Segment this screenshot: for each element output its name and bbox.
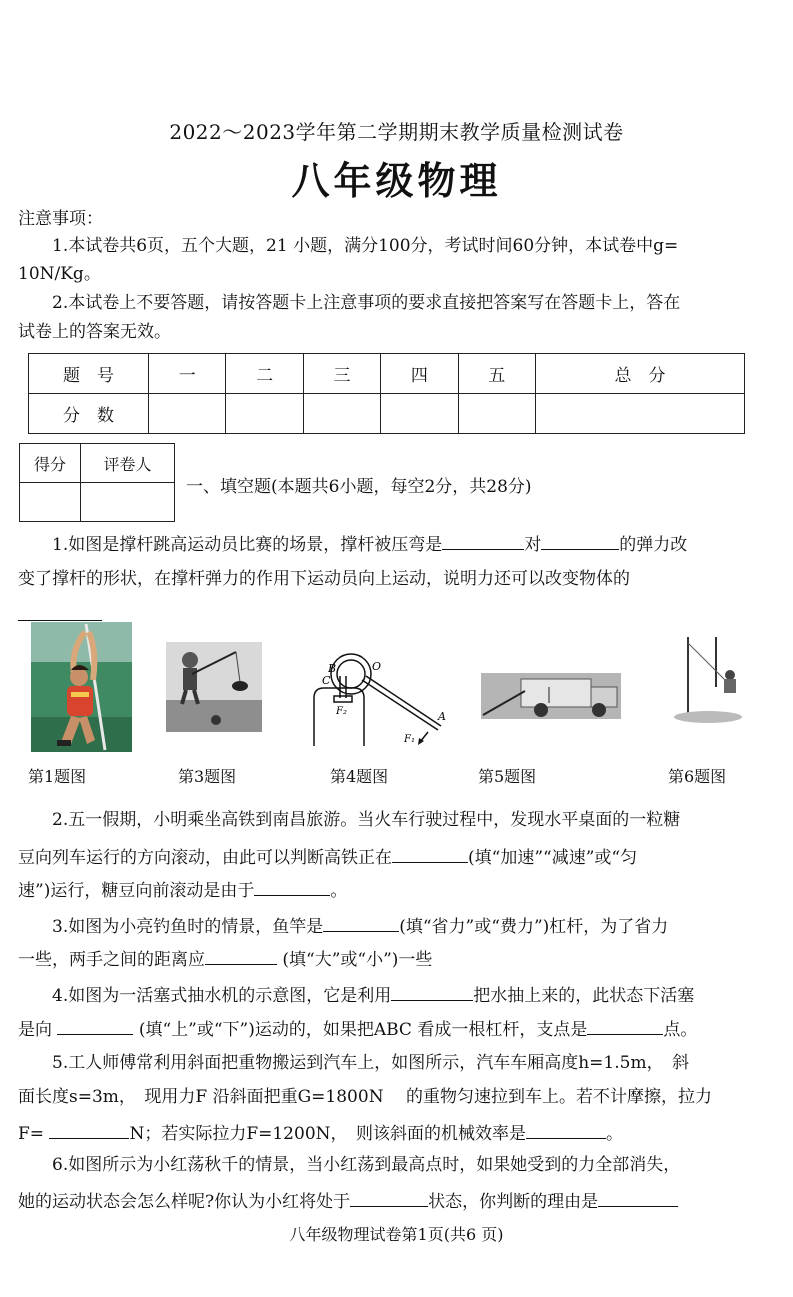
- notice-heading: 注意事项：: [18, 209, 103, 229]
- score-table: [28, 353, 745, 434]
- q6-line1: 6.如图所示为小红荡秋千的情景，当小红荡到最高点时，如果她受到的力全部消失，: [52, 1155, 681, 1175]
- fig4-piston-pump-diagram: [306, 646, 451, 746]
- fig1-pole-vault-photo: [31, 622, 132, 752]
- grader-score-cell: [20, 483, 81, 522]
- notice-item2-line1: 2.本试卷上不要答题，请按答题卡上注意事项的要求直接把答案写在答题卡上，答在: [52, 293, 681, 313]
- q2-line2: 豆向列车运行的方向滚动，由此可以判断高铁正在 (填“加速”“减速”或“匀: [18, 844, 771, 869]
- grader-name-label: 评卷人: [81, 444, 175, 483]
- answer-blank: [391, 982, 473, 1001]
- answer-blank: [526, 1120, 606, 1139]
- grader-table: [19, 443, 175, 522]
- fig1-caption: 第1题图: [28, 767, 87, 786]
- fig3-caption: 第3题图: [178, 767, 237, 786]
- answer-blank: [541, 531, 619, 550]
- section1-title: 一、填空题(本题共6小题，每空2分，共28分): [186, 477, 532, 497]
- score-cell: [535, 394, 744, 434]
- grader-score-label: 得分: [20, 444, 81, 483]
- answer-blank: [350, 1188, 428, 1207]
- fig4-label-A: A: [438, 710, 446, 723]
- fig4-label-C: C: [322, 674, 331, 687]
- score-table-header: 题 号: [29, 354, 149, 394]
- score-table-header: 二: [226, 354, 303, 394]
- q3-line2: 一些，两手之间的距离应 (填“大”或“小”)一些: [18, 946, 771, 971]
- q1-line1: 1.如图是撑杆跳高运动员比赛的场景，撑杆被压弯是 对 的弹力改: [52, 531, 771, 556]
- score-cell: [226, 394, 303, 434]
- answer-blank: [442, 531, 524, 550]
- q6-line2: 她的运动状态会怎么样呢?你认为小红将处于 状态，你判断的理由是: [18, 1188, 771, 1213]
- score-table-header: 总 分: [535, 354, 744, 394]
- answer-blank: [587, 1016, 663, 1035]
- score-cell: [458, 394, 535, 434]
- fig3-fishing-scene: [166, 642, 262, 732]
- fig6-swing-photo: [668, 637, 746, 723]
- q4-line2: 是向 (填“上”或“下”)运动的，如果把ABC 看成一根杠杆，支点是 点。: [18, 1016, 771, 1041]
- q3-line1: 3.如图为小亮钓鱼时的情景，鱼竿是 (填“省力”或“费力”)杠杆，为了省力: [52, 913, 771, 938]
- fig4-label-O: O: [372, 660, 382, 673]
- subject-title: 八年级物理: [291, 159, 502, 203]
- score-cell: [149, 394, 226, 434]
- score-row-label: 分 数: [29, 394, 149, 434]
- notice-item1-line1: 1.本试卷共6页，五个大题，21 小题，满分100分，考试时间60分钟，本试卷中g=: [52, 236, 679, 256]
- score-cell: [381, 394, 458, 434]
- page-footer: 八年级物理试卷第1页(共6 页): [289, 1225, 504, 1244]
- notice-item1-line2: 10N/Kg。: [18, 264, 101, 284]
- fig4-label-F1: F₁: [404, 734, 415, 745]
- q5-line1: 5.工人师傅常利用斜面把重物搬运到汽车上，如图所示，汽车车厢高度h=1.5m， 斜: [52, 1053, 690, 1073]
- fig6-caption: 第6题图: [668, 767, 727, 786]
- answer-blank: [205, 946, 277, 965]
- fig4-caption: 第4题图: [330, 767, 389, 786]
- answer-blank: [254, 877, 330, 896]
- answer-blank: [323, 913, 399, 932]
- score-table-header: 五: [458, 354, 535, 394]
- score-cell: [303, 394, 380, 434]
- fig5-caption: 第5题图: [478, 767, 537, 786]
- answer-blank: [57, 1016, 133, 1035]
- score-table-header: 四: [381, 354, 458, 394]
- answer-blank: [18, 602, 102, 621]
- fig4-label-B: B: [328, 662, 337, 675]
- q5-line3: F= N；若实际拉力F=1200N， 则该斜面的机械效率是 。: [18, 1120, 771, 1145]
- q1-line2: 变了撑杆的形状，在撑杆弹力的作用下运动员向上运动，说明力还可以改变物体的: [18, 569, 630, 589]
- notice-item2-line2: 试卷上的答案无效。: [18, 322, 171, 342]
- q5-line2: 面长度s=3m， 现用力F 沿斜面把重G=1800N 的重物匀速拉到车上。若不计摩擦，拉力: [18, 1087, 712, 1107]
- q2-line1: 2.五一假期，小明乘坐高铁到南昌旅游。当火车行驶过程中，发现水平桌面的一粒糖: [52, 810, 681, 830]
- answer-blank: [598, 1188, 678, 1207]
- q2-line3: 速”)运行，糖豆向前滚动是由于 。: [18, 877, 771, 902]
- score-table-header: 一: [149, 354, 226, 394]
- answer-blank: [392, 844, 468, 863]
- exam-title: 2022～2023学年第二学期期末教学质量检测试卷: [169, 120, 624, 144]
- fig5-truck-ramp-photo: [481, 673, 621, 719]
- score-table-header: 三: [303, 354, 380, 394]
- fig4-label-F2: F₂: [336, 706, 347, 717]
- answer-blank: [49, 1120, 129, 1139]
- grader-name-cell: [81, 483, 175, 522]
- q4-line1: 4.如图为一活塞式抽水机的示意图，它是利用 把水抽上来的，此状态下活塞: [52, 982, 771, 1007]
